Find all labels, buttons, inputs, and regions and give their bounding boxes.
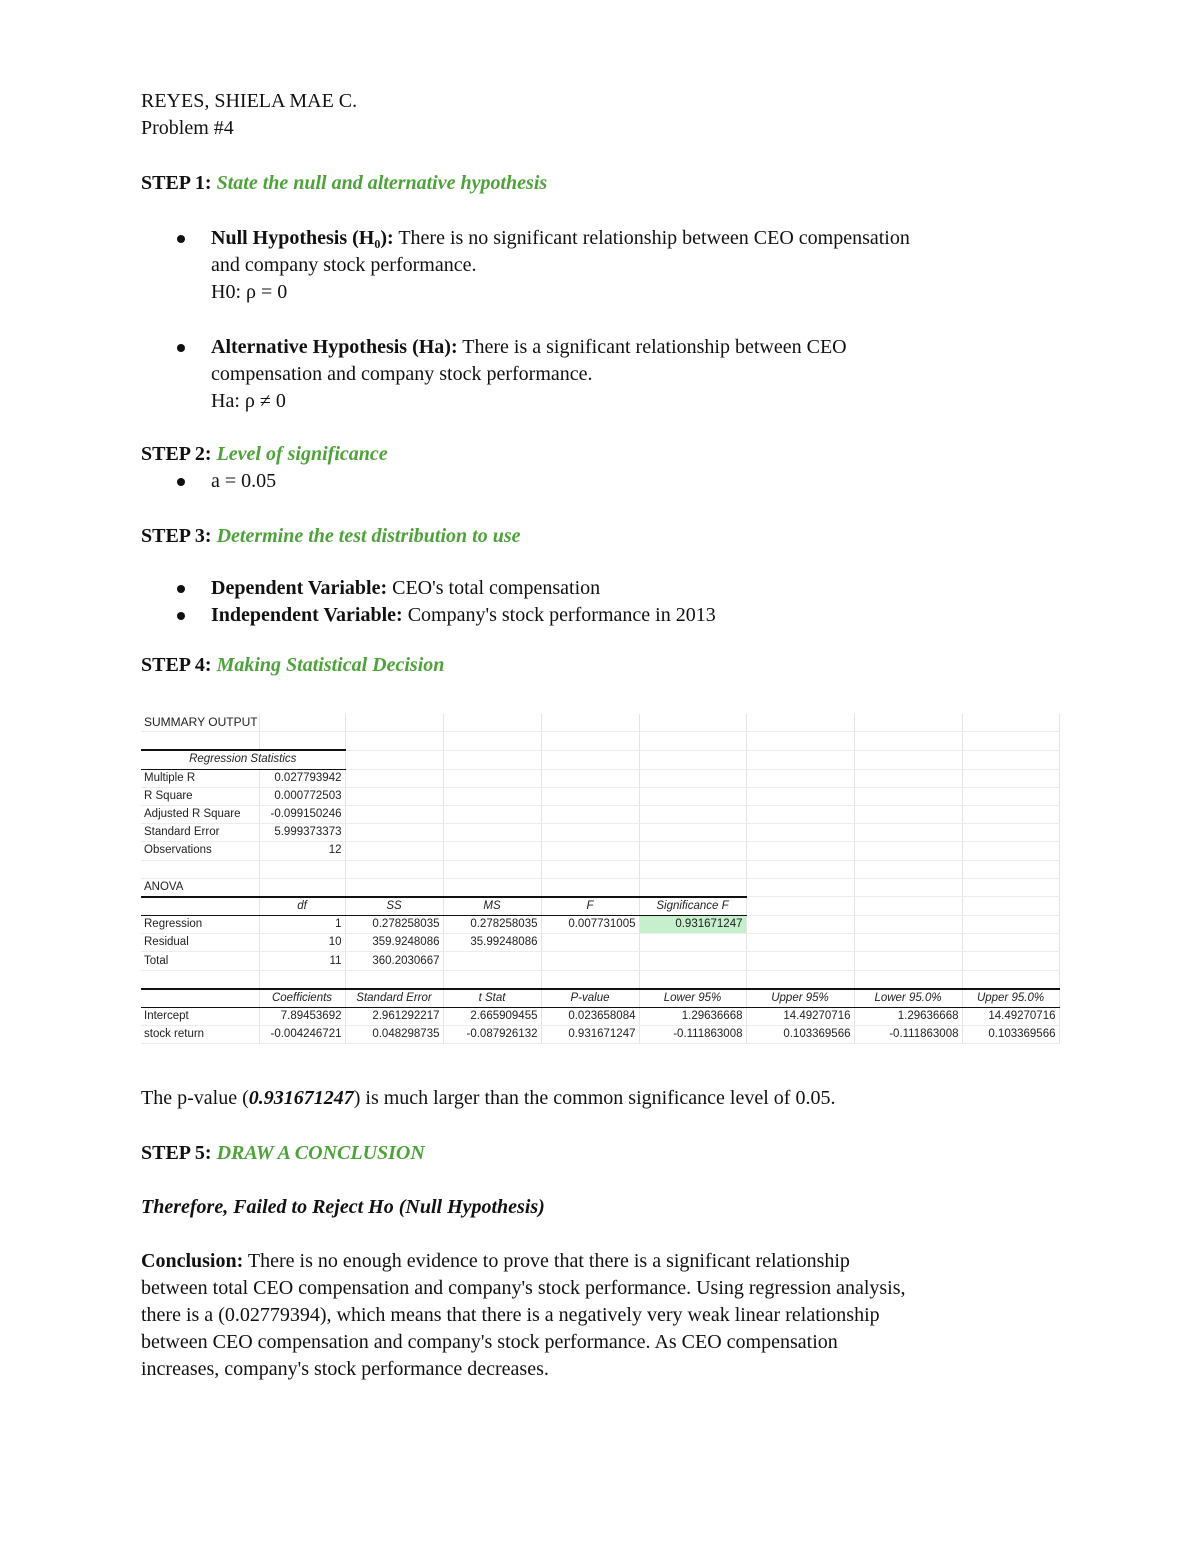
coef-cell: 0.103369566 [962, 1026, 1059, 1044]
stat-value: -0.099150246 [259, 805, 345, 823]
alt-formula: Ha: ρ ≠ 0 [211, 390, 286, 412]
therefore-statement [141, 1194, 1061, 1221]
table-row [141, 1026, 1059, 1044]
alt-text: There is a significant relationship between CEO [462, 336, 847, 358]
anova-cell: 360.2030667 [345, 952, 443, 970]
coef-cell: 1.29636668 [639, 1008, 746, 1026]
anova-cell: 0.278258035 [443, 916, 541, 934]
anova-title: ANOVA [141, 878, 259, 897]
anova-cell: 10 [259, 934, 345, 952]
table-row [141, 952, 1059, 970]
hypotheses-list [141, 225, 1061, 415]
coef-col-header: Upper 95.0% [962, 989, 1059, 1008]
anova-col-header: F [541, 897, 639, 916]
conclusion-line: There is no enough evidence to prove that there is a significant relationship [247, 1250, 850, 1272]
coef-cell: 0.103369566 [746, 1026, 854, 1044]
anova-cell: 11 [259, 952, 345, 970]
table-row [141, 1008, 1059, 1026]
alpha-list [141, 468, 1061, 495]
anova-cell: 35.99248086 [443, 934, 541, 952]
anova-cell: 0.007731005 [541, 916, 639, 934]
table-row [141, 916, 1059, 934]
student-name: REYES, SHIELA MAE C. [141, 90, 358, 112]
stat-label: Observations [141, 842, 259, 860]
conclusion-line: between CEO compensation and company's stock performance. As CEO compensation [141, 1331, 838, 1353]
step5-label: STEP 5: [141, 1142, 212, 1164]
alt-text2: compensation and company stock performance. [211, 363, 593, 385]
conclusion-line: increases, company's stock performance decreases. [141, 1358, 549, 1380]
anova-col-header: MS [443, 897, 541, 916]
independent-label: Independent Variable: [211, 604, 403, 626]
coef-cell: 1.29636668 [854, 1008, 962, 1026]
step1-heading [141, 170, 1061, 197]
stat-label: Standard Error [141, 824, 259, 842]
anova-row-label: Residual [141, 934, 259, 952]
problem-number: Problem #4 [141, 117, 234, 139]
coef-cell: 0.023658084 [541, 1008, 639, 1026]
conclusion-paragraph [141, 1248, 1061, 1383]
stat-value: 12 [259, 842, 345, 860]
stat-label: Adjusted R Square [141, 805, 259, 823]
coef-col-header: Standard Error [345, 989, 443, 1008]
step3-label: STEP 3: [141, 525, 212, 547]
step5-heading [141, 1140, 1061, 1167]
coef-cell: 14.49270716 [962, 1008, 1059, 1026]
variables-list [141, 575, 1061, 629]
step5-title: DRAW A CONCLUSION [216, 1142, 425, 1164]
anova-cell: 1 [259, 916, 345, 934]
step1-title: State the null and alternative hypothesis [216, 172, 548, 194]
coef-col-header: Coefficients [259, 989, 345, 1008]
coef-row-label: Intercept [141, 1008, 259, 1026]
regression-stats-header: Regression Statistics [141, 750, 345, 769]
pvalue-sentence [141, 1085, 1061, 1112]
pvalue-post: ) is much larger than the common significance level of 0.05. [353, 1087, 836, 1109]
stat-label: R Square [141, 787, 259, 805]
step4-label: STEP 4: [141, 654, 212, 676]
null-text2: and company stock performance. [211, 254, 477, 276]
anova-col-header: df [259, 897, 345, 916]
summary-table [141, 714, 1060, 1044]
conclusion-label: Conclusion: [141, 1250, 244, 1272]
coef-cell: 2.665909455 [443, 1008, 541, 1026]
independent-text: Company's stock performance in 2013 [407, 604, 716, 626]
step2-heading [141, 441, 1061, 468]
step1-label: STEP 1: [141, 172, 212, 194]
stat-value: 0.000772503 [259, 787, 345, 805]
summary-title: SUMMARY OUTPUT [141, 714, 259, 732]
conclusion-line: there is a (0.02779394), which means that there is a negatively very weak linear relationship [141, 1304, 880, 1326]
anova-col-header: Significance F [639, 897, 746, 916]
step2-label: STEP 2: [141, 443, 212, 465]
stat-value: 0.027793942 [259, 769, 345, 787]
coef-col-header: Lower 95.0% [854, 989, 962, 1008]
dependent-text: CEO's total compensation [392, 577, 601, 599]
list-item [141, 575, 1061, 602]
null-formula: H0: ρ = 0 [211, 281, 288, 303]
therefore-text: Therefore, Failed to Reject Ho (Null Hypothesis) [141, 1196, 545, 1218]
significance-f-highlight: 0.931671247 [639, 916, 746, 934]
coef-cell: 2.961292217 [345, 1008, 443, 1026]
coef-cell: -0.087926132 [443, 1026, 541, 1044]
step3-title: Determine the test distribution to use [216, 525, 521, 547]
coef-col-header: t Stat [443, 989, 541, 1008]
list-item [141, 602, 1061, 629]
dependent-label: Dependent Variable: [211, 577, 388, 599]
anova-row-label: Total [141, 952, 259, 970]
coef-col-header: P-value [541, 989, 639, 1008]
step3-heading [141, 523, 1061, 550]
coef-cell: 14.49270716 [746, 1008, 854, 1026]
step2-title: Level of significance [216, 443, 388, 465]
coef-cell: -0.111863008 [639, 1026, 746, 1044]
null-text: There is no significant relationship between CEO compensation [398, 227, 910, 249]
list-item [141, 225, 1061, 306]
anova-col-header: SS [345, 897, 443, 916]
anova-cell: 0.278258035 [345, 916, 443, 934]
regression-summary-sheet [141, 714, 1059, 1054]
alt-label: Alternative Hypothesis (Ha): [211, 336, 458, 358]
coef-cell: 0.931671247 [541, 1026, 639, 1044]
coef-col-header: Upper 95% [746, 989, 854, 1008]
step4-heading [141, 652, 1061, 679]
table-row [141, 934, 1059, 952]
list-item: a = 0.05 [141, 468, 1061, 495]
coef-cell: 0.048298735 [345, 1026, 443, 1044]
coef-cell: -0.111863008 [854, 1026, 962, 1044]
stat-value: 5.999373373 [259, 824, 345, 842]
conclusion-line: between total CEO compensation and company's stock performance. Using regression analysis, [141, 1277, 906, 1299]
list-item [141, 334, 1061, 415]
null-label: Null Hypothesis (H₀): [211, 227, 394, 249]
coef-cell: 7.89453692 [259, 1008, 345, 1026]
document-page [141, 88, 1061, 679]
document-page-bottom [141, 1085, 1061, 1383]
anova-row-label: Regression [141, 916, 259, 934]
step4-title: Making Statistical Decision [216, 654, 445, 676]
anova-cell: 359.9248086 [345, 934, 443, 952]
coef-cell: -0.004246721 [259, 1026, 345, 1044]
pvalue-pre: The p-value ( [141, 1087, 249, 1109]
pvalue-value: 0.931671247 [248, 1087, 354, 1109]
coef-col-header: Lower 95% [639, 989, 746, 1008]
stat-label: Multiple R [141, 769, 259, 787]
coef-row-label: stock return [141, 1026, 259, 1044]
